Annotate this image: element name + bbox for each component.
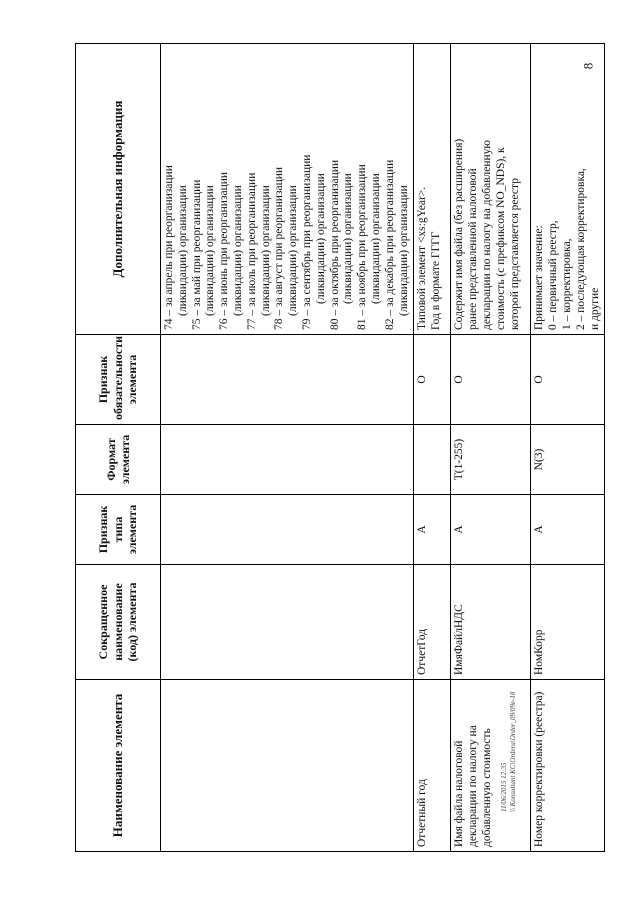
cell-code: НомКорр: [531, 565, 605, 680]
info-line: 2 – последующая корректировка,: [574, 168, 587, 330]
rotated-table-container: [75, 44, 601, 852]
info-line: 75 – за май при реорганизации: [190, 179, 203, 330]
info-line: 82 – за декабрь при реорганизации: [383, 159, 396, 330]
info-line: (ликвидации) организации: [287, 185, 300, 316]
cell-type: [161, 495, 414, 565]
cell-format: N(3): [531, 425, 605, 495]
element-table: [75, 43, 605, 852]
info-line: (ликвидации) организации: [259, 185, 272, 316]
info-line: (ликвидации) организации: [342, 173, 355, 304]
cell-code: ИмяФайлНДС: [451, 565, 531, 680]
info-line: (ликвидации) организации: [314, 173, 327, 304]
table-row: [414, 44, 451, 852]
info-line: которой представляется реестр: [508, 178, 521, 330]
table-row: [531, 44, 605, 852]
cell-info: [451, 44, 531, 335]
header-additional-info: Дополнительная информация: [76, 44, 161, 335]
info-line: Принимает значение:: [533, 225, 546, 330]
header-element-required: Признак обязательности элемента: [76, 335, 161, 425]
info-line: 80 – за октябрь при реорганизации: [328, 159, 341, 330]
info-line: декларации по налогу на добавленную: [480, 139, 493, 330]
cell-name: Номер корректировки (реестра): [531, 680, 605, 852]
cell-required: О: [451, 335, 531, 425]
info-line: Содержит имя файла (без расширения): [453, 138, 466, 330]
cell-required: [161, 335, 414, 425]
table-row: [161, 44, 414, 852]
info-line: (ликвидации) организации: [204, 185, 217, 316]
info-line: 74 – за апрель при реорганизации: [163, 165, 175, 330]
cell-name: [161, 680, 414, 852]
cell-type: А: [414, 495, 451, 565]
info-line: (ликвидации) организации: [397, 185, 410, 316]
info-line: 76 – за июнь при реорганизации: [218, 171, 231, 330]
cell-required: О: [414, 335, 451, 425]
table-row: [451, 44, 531, 852]
info-line: 0 – первичный реестр,: [547, 220, 560, 330]
page-number: 8: [580, 62, 596, 70]
table-header-row: [76, 44, 161, 852]
footer-line-2: \\ Konsultant KC\Ordera\Order_09/09e-18: [509, 691, 517, 812]
header-element-format: Формат элемента: [76, 425, 161, 495]
info-line: (ликвидации) организации: [369, 173, 382, 304]
cell-required: О: [531, 335, 605, 425]
info-line: 81 – за ноябрь при реорганизации: [356, 164, 369, 330]
cell-name: Отчетный год: [414, 680, 451, 852]
info-line: 79 – за сентябрь при реорганизации: [300, 154, 313, 330]
info-line: 78 – за август при реорганизации: [273, 166, 286, 330]
header-element-name: Наименование элемента: [76, 680, 161, 852]
cell-info: [414, 44, 451, 335]
info-line: (ликвидации) организации: [176, 185, 189, 316]
cell-type: А: [531, 495, 605, 565]
cell-type: А: [451, 495, 531, 565]
header-element-type: Признак типа элемента: [76, 495, 161, 565]
cell-format: [161, 425, 414, 495]
cell-code: ОтчетГод: [414, 565, 451, 680]
info-line: 1 – корректировка,: [560, 238, 573, 330]
header-element-code: Сокращенное наименование (код) элемента: [76, 565, 161, 680]
info-line: Год в формате ГГГГ: [430, 231, 443, 330]
info-line: ранее представленной налоговой: [467, 168, 480, 330]
cell-info: [531, 44, 605, 335]
info-line: стоимость (с префиксом NO_NDS), к: [494, 147, 507, 330]
cell-format: [414, 425, 451, 495]
info-line: и другие: [588, 287, 601, 330]
cell-format: T(1-255): [451, 425, 531, 495]
cell-code: [161, 565, 414, 680]
info-line: Типовой элемент <xs:gYear>.: [416, 186, 429, 330]
info-line: (ликвидации) организации: [231, 185, 244, 316]
cell-info: [161, 44, 414, 335]
footer-line-1: 11/06/2015 12:35: [500, 762, 508, 812]
cell-name: Имя файла налоговой декларации по налогу на добавленную стоимость: [451, 680, 531, 852]
info-line: 77 – за июль при реорганизации: [245, 172, 258, 330]
